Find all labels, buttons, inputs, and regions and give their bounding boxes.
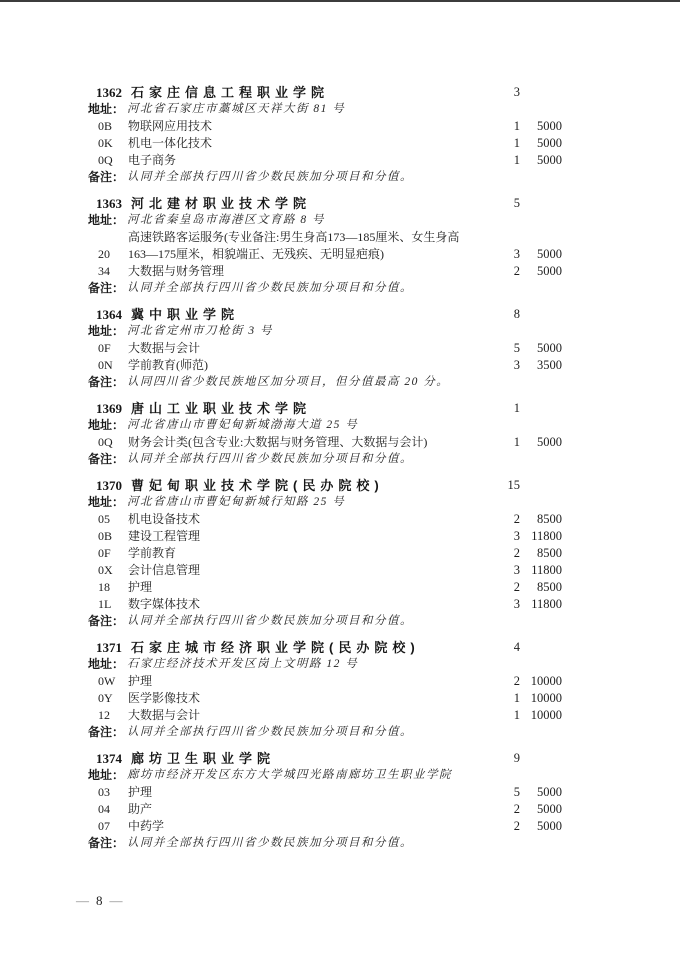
major-count: 1 (513, 119, 520, 133)
note-text: 认同并全部执行四川省少数民族加分项目和分值。 (127, 615, 414, 627)
address-label: 地址： (88, 768, 125, 782)
major-name: 学前教育(师范) (128, 358, 208, 372)
major-name: 学前教育 (128, 546, 177, 560)
major-code: 0W (98, 674, 116, 688)
major-code: 03 (98, 785, 110, 799)
major-row (88, 135, 562, 152)
note-row (88, 835, 562, 852)
address-row (88, 656, 562, 673)
college-plan-count: 8 (513, 307, 520, 321)
major-count: 3 (513, 358, 520, 372)
major-tuition: 5000 (537, 802, 562, 816)
note-label: 备注： (88, 375, 125, 389)
address-row (88, 417, 562, 434)
note-label: 备注： (88, 614, 125, 628)
college-code: 1370 (96, 478, 122, 493)
major-tuition: 11800 (531, 529, 562, 543)
college-code: 1362 (96, 85, 122, 100)
college-section (88, 400, 562, 468)
address-label: 地址： (88, 495, 125, 509)
major-tuition: 8500 (537, 546, 562, 560)
major-row (88, 545, 562, 562)
note-row (88, 374, 562, 391)
major-code: 04 (98, 802, 110, 816)
major-count: 2 (513, 819, 520, 833)
college-header (88, 477, 562, 494)
college-header (88, 639, 562, 656)
note-label: 备注： (88, 281, 125, 295)
major-name: 电子商务 (128, 153, 177, 167)
note-text: 认同并全部执行四川省少数民族加分项目和分值。 (127, 282, 414, 294)
note-label: 备注： (88, 725, 125, 739)
college-header (88, 750, 562, 767)
address-label: 地址： (88, 324, 125, 338)
major-row (88, 263, 562, 280)
major-row (88, 818, 562, 835)
major-code: 0N (98, 358, 113, 372)
address-row (88, 323, 562, 340)
note-row (88, 169, 562, 186)
major-row (88, 152, 562, 169)
major-code: 0F (98, 341, 111, 355)
major-row (88, 579, 562, 596)
major-name: 医学影像技术 (128, 691, 201, 705)
major-code: 0F (98, 546, 111, 560)
note-row (88, 613, 562, 630)
major-tuition: 11800 (531, 563, 562, 577)
major-row (88, 690, 562, 707)
major-tuition: 5000 (537, 153, 562, 167)
note-text: 认同四川省少数民族地区加分项目，但分值最高 20 分。 (127, 376, 450, 388)
college-plan-count: 15 (507, 478, 520, 492)
major-count: 3 (513, 529, 520, 543)
college-name: 石家庄信息工程职业学院 (131, 85, 330, 100)
address-text: 河北省秦皇岛市海港区文育路 8 号 (127, 214, 326, 226)
college-header (88, 306, 562, 323)
note-row (88, 451, 562, 468)
major-list (88, 673, 562, 724)
college-section (88, 750, 562, 852)
address-text: 廊坊市经济开发区东方大学城四光路南廊坊卫生职业学院 (127, 769, 453, 781)
college-name: 唐山工业职业技术学院 (131, 401, 312, 416)
college-section (88, 84, 562, 186)
college-plan-count: 1 (513, 401, 520, 415)
major-count: 3 (513, 597, 520, 611)
college-plan-count: 3 (513, 85, 520, 99)
major-name: 机电一体化技术 (128, 136, 213, 150)
address-label: 地址： (88, 213, 125, 227)
major-name: 物联网应用技术 (128, 119, 213, 133)
major-list (88, 340, 562, 374)
college-code: 1363 (96, 196, 122, 211)
major-code: 18 (98, 580, 110, 594)
major-count: 5 (513, 341, 520, 355)
major-row (88, 357, 562, 374)
major-code: 0Q (98, 153, 113, 167)
major-name: 大数据与财务管理 (128, 264, 225, 278)
major-code: 34 (98, 264, 110, 278)
college-header (88, 84, 562, 101)
footer-dash-left: — (76, 893, 89, 908)
college-code: 1364 (96, 307, 122, 322)
major-row (88, 340, 562, 357)
major-row (88, 511, 562, 528)
address-text: 河北省唐山市曹妃甸新城渤海大道 25 号 (127, 419, 359, 431)
major-list (88, 118, 562, 169)
major-tuition: 5000 (537, 247, 562, 261)
major-tuition: 8500 (537, 580, 562, 594)
major-count: 2 (513, 546, 520, 560)
address-text: 石家庄经济技术开发区岗上文明路 12 号 (127, 658, 359, 670)
major-tuition: 5000 (537, 264, 562, 278)
major-name: 大数据与会计 (128, 708, 201, 722)
major-tuition: 11800 (531, 597, 562, 611)
major-name: 大数据与会计 (128, 341, 201, 355)
address-row (88, 494, 562, 511)
major-tuition: 10000 (530, 691, 562, 705)
major-tuition: 5000 (537, 785, 562, 799)
major-name: 数字媒体技术 (128, 597, 201, 611)
major-name: 中药学 (128, 819, 165, 833)
major-code: 0Y (98, 691, 113, 705)
major-code: 12 (98, 708, 110, 722)
college-header (88, 400, 562, 417)
major-code: 0Q (98, 435, 113, 449)
major-name: 高速铁路客运服务(专业备注:男生身高173—185厘米、女生身高163—175厘米，相貌端正、无残疾、无明显疤痕) (128, 230, 460, 261)
major-tuition: 5000 (537, 819, 562, 833)
note-text: 认同并全部执行四川省少数民族加分项目和分值。 (127, 726, 414, 738)
major-tuition: 10000 (530, 708, 562, 722)
major-count: 2 (513, 802, 520, 816)
note-label: 备注： (88, 836, 125, 850)
major-code: 20 (98, 247, 110, 261)
major-tuition: 5000 (537, 136, 562, 150)
major-row (88, 596, 562, 613)
major-tuition: 5000 (537, 341, 562, 355)
major-name: 建设工程管理 (128, 529, 201, 543)
college-name: 河北建材职业技术学院 (131, 196, 312, 211)
page-footer (76, 893, 123, 909)
major-count: 3 (513, 563, 520, 577)
college-code: 1374 (96, 751, 122, 766)
major-code: 0K (98, 136, 113, 150)
address-row (88, 212, 562, 229)
major-count: 2 (513, 674, 520, 688)
college-name: 石家庄城市经济职业学院(民办院校) (131, 640, 420, 655)
college-section (88, 477, 562, 630)
address-label: 地址： (88, 657, 125, 671)
major-count: 1 (513, 691, 520, 705)
address-row (88, 101, 562, 118)
major-count: 1 (513, 435, 520, 449)
address-text: 河北省唐山市曹妃甸新城行知路 25 号 (127, 496, 346, 508)
major-count: 1 (513, 153, 520, 167)
note-text: 认同并全部执行四川省少数民族加分项目和分值。 (127, 453, 414, 465)
college-plan-count: 4 (513, 640, 520, 654)
major-name: 助产 (128, 802, 153, 816)
major-name: 护理 (128, 785, 153, 799)
major-code: 0X (98, 563, 113, 577)
note-label: 备注： (88, 170, 125, 184)
major-list (88, 229, 562, 280)
college-code: 1371 (96, 640, 122, 655)
major-tuition: 3500 (537, 358, 562, 372)
major-count: 3 (513, 247, 520, 261)
college-list (88, 84, 562, 861)
major-row (88, 118, 562, 135)
note-label: 备注： (88, 452, 125, 466)
major-count: 2 (513, 512, 520, 526)
major-count: 5 (513, 785, 520, 799)
major-name: 财务会计类(包含专业:大数据与财务管理、大数据与会计) (128, 435, 428, 449)
major-row (88, 434, 562, 451)
college-name: 廊坊卫生职业学院 (131, 751, 276, 766)
note-text: 认同并全部执行四川省少数民族加分项目和分值。 (127, 171, 414, 183)
college-name: 冀中职业学院 (131, 307, 240, 322)
note-row (88, 724, 562, 741)
major-count: 2 (513, 580, 520, 594)
major-count: 1 (513, 136, 520, 150)
major-tuition: 8500 (537, 512, 562, 526)
major-row (88, 707, 562, 724)
college-code: 1369 (96, 401, 122, 416)
college-name: 曹妃甸职业技术学院(民办院校) (131, 478, 384, 493)
address-text: 河北省定州市刀枪街 3 号 (127, 325, 274, 337)
college-plan-count: 9 (513, 751, 520, 765)
major-name: 护理 (128, 674, 153, 688)
major-tuition: 5000 (537, 119, 562, 133)
address-text: 河北省石家庄市藁城区天祥大街 81 号 (127, 103, 346, 115)
major-count: 2 (513, 264, 520, 278)
major-row (88, 229, 562, 263)
college-plan-count: 5 (513, 196, 520, 210)
major-row (88, 784, 562, 801)
major-count: 1 (513, 708, 520, 722)
footer-dash-right: — (109, 893, 123, 908)
address-label: 地址： (88, 418, 125, 432)
major-row (88, 528, 562, 545)
major-list (88, 784, 562, 835)
major-row (88, 801, 562, 818)
major-tuition: 10000 (530, 674, 562, 688)
major-code: 05 (98, 512, 110, 526)
note-row (88, 280, 562, 297)
scan-artifact-line (0, 0, 680, 2)
college-section (88, 195, 562, 297)
page-number: 8 (96, 893, 103, 908)
address-row (88, 767, 562, 784)
major-name: 会计信息管理 (128, 563, 201, 577)
major-name: 护理 (128, 580, 153, 594)
major-name: 机电设备技术 (128, 512, 201, 526)
address-label: 地址： (88, 102, 125, 116)
major-row (88, 562, 562, 579)
college-header (88, 195, 562, 212)
major-code: 07 (98, 819, 110, 833)
note-text: 认同并全部执行四川省少数民族加分项目和分值。 (127, 837, 414, 849)
major-code: 0B (98, 119, 113, 133)
major-tuition: 5000 (537, 435, 562, 449)
major-row (88, 673, 562, 690)
major-code: 0B (98, 529, 113, 543)
college-section (88, 306, 562, 391)
major-list (88, 434, 562, 451)
major-code: 1L (98, 597, 112, 611)
college-section (88, 639, 562, 741)
major-list (88, 511, 562, 613)
